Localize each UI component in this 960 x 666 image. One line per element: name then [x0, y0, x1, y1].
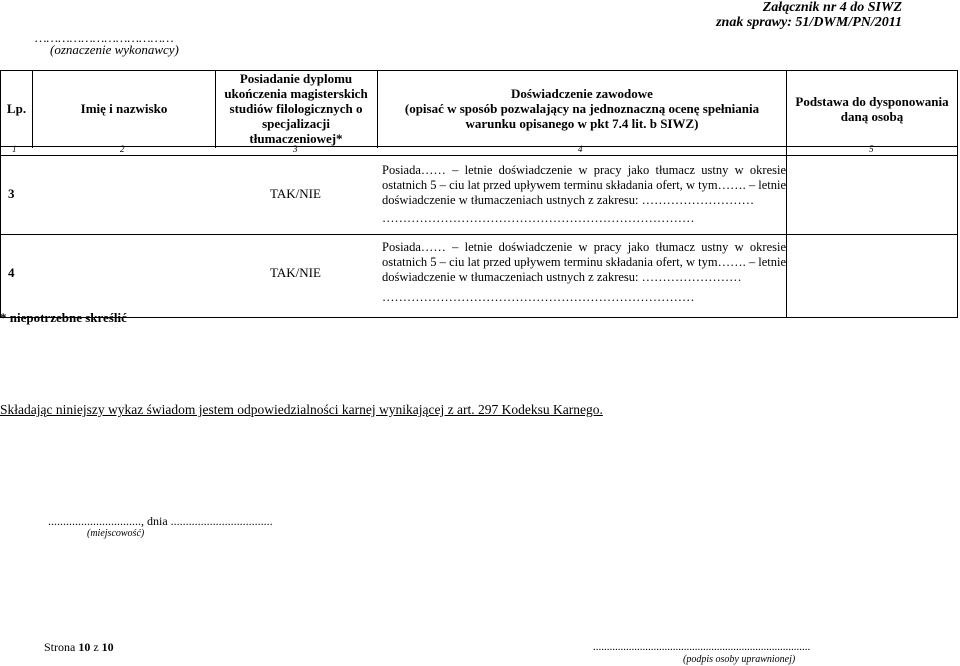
- row-diploma-value: TAK/NIE: [270, 265, 321, 280]
- case-reference: znak sprawy: 51/DWM/PN/2011: [716, 15, 902, 30]
- column-number-5: 5: [869, 144, 874, 154]
- col-experience-header: [378, 71, 786, 146]
- contractor-label: (oznaczenie wykonawcy): [50, 42, 179, 57]
- row-diploma-value: TAK/NIE: [270, 186, 321, 201]
- row-experience-text: Posiada…… – letnie doświadczenie w pracy jako tłumacz ustny w okresie ostatnich 5 – ciu lat przed upływem terminu składania ofert, w tym……. – letnie doświadczenie w tłumaczeniach ustnych z zakresu: ……………………: [382, 240, 786, 284]
- col-lp-header: Lp.: [6, 101, 27, 116]
- column-number-4: 4: [578, 144, 583, 154]
- experience-header-subtitle: (opisać w sposób pozwalający na jednoznaczną ocenę spełniania warunku opisanego w pkt 7.4 lit. b SIWZ): [404, 101, 760, 131]
- row-lp: 3: [8, 186, 15, 201]
- footnote: * niepotrzebne skreślić: [0, 310, 127, 325]
- place-date-line: ..............................., dnia ..................................: [48, 514, 273, 528]
- col-name-header: Imię i nazwisko: [80, 101, 168, 116]
- page-separator: z: [93, 640, 99, 654]
- annex-title: Załącznik nr 4 do SIWZ: [762, 0, 902, 15]
- contractor-dots: ………………………………: [35, 30, 174, 45]
- page-prefix: Strona: [44, 640, 76, 654]
- signature-label: (podpis osoby uprawnionej): [683, 654, 796, 665]
- place-label: (miejscowość): [87, 528, 145, 539]
- column-number-3: 3: [293, 144, 298, 154]
- row-experience-dots: …………………………………………………………………: [382, 211, 695, 225]
- column-number-1: 1: [12, 144, 17, 154]
- page-current: 10: [78, 640, 91, 654]
- page-total: 10: [101, 640, 114, 654]
- column-number-2: 2: [120, 144, 125, 154]
- row-lp: 4: [8, 265, 15, 280]
- row-experience-text: Posiada…… – letnie doświadczenie w pracy jako tłumacz ustny w okresie ostatnich 5 – ciu lat przed upływem terminu składania ofert, w tym……. – letnie doświadczenie w tłumaczeniach ustnych z zakresu: ………………………: [382, 163, 786, 207]
- liability-statement: Składając niniejszy wykaz świadom jestem odpowiedzialności karnej wynikającej z art. 297 Kodeksu Karnego.: [0, 402, 603, 417]
- col-diploma-header: Posiadanie dyplomu ukończenia magisterskich studiów filologicznych o specjalizacji tłumaczeniowej*: [224, 71, 368, 146]
- page-number: [44, 640, 114, 655]
- experience-header-title: Doświadczenie zawodowe: [511, 86, 653, 101]
- col-basis-header: Podstawa do dysponowania daną osobą: [795, 93, 949, 124]
- signature-dots: ...............................................................................: [593, 641, 811, 653]
- row-experience-dots: …………………………………………………………………: [382, 290, 695, 304]
